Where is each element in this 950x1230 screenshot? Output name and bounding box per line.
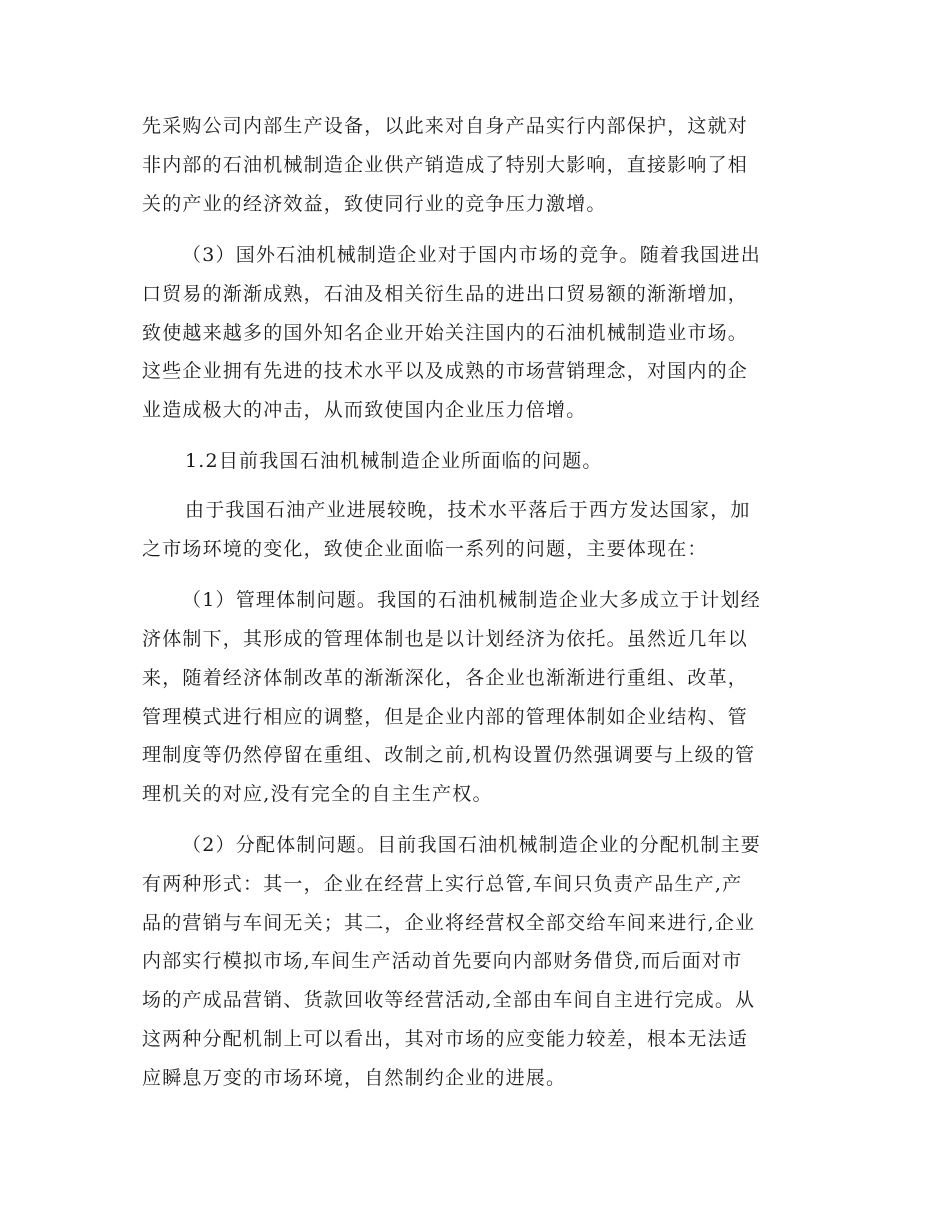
text-line: 这两种分配机制上可以看出，其对市场的应变能力较差，根本无法适 xyxy=(142,1028,749,1050)
text-line: 有两种形式：其一，企业在经营上实行总管,车间只负责产品生产,产 xyxy=(142,873,743,895)
text-line: 场的产成品营销、货款回收等经营活动,全部由车间自主进行完成。从 xyxy=(142,989,756,1011)
text-line: 这些企业拥有先进的技术水平以及成熟的市场营销理念，对国内的企 xyxy=(142,360,749,382)
text-line: 品的营销与车间无关；其二，企业将经营权全部交给车间来进行,企业 xyxy=(142,912,756,934)
text-line: 先采购公司内部生产设备，以此来对自身产品实行内部保护，这就对 xyxy=(142,115,749,137)
text-line: 管理模式进行相应的调整，但是企业内部的管理体制如企业结构、管 xyxy=(142,706,749,728)
text-line: 非内部的石油机械制造企业供产销造成了特别大影响，直接影响了相 xyxy=(142,154,749,176)
text-line: （2）分配体制问题。目前我国石油机械制造企业的分配机制主要 xyxy=(182,834,761,856)
text-line: 内部实行模拟市场,车间生产活动首先要向内部财务借贷,而后面对市 xyxy=(142,950,743,972)
text-line: （3）国外石油机械制造企业对于国内市场的竞争。随着我国进出 xyxy=(182,244,761,266)
text-line: 业造成极大的冲击，从而致使国内企业压力倍增。 xyxy=(142,399,587,421)
text-line: 之市场环境的变化，致使企业面临一系列的问题，主要体现在： xyxy=(142,538,708,560)
text-line: 应瞬息万变的市场环境，自然制约企业的进展。 xyxy=(142,1067,567,1089)
text-line: （1）管理体制问题。我国的石油机械制造企业大多成立于计划经 xyxy=(182,589,761,611)
text-line: 济体制下，其形成的管理体制也是以计划经济为依托。虽然近几年以 xyxy=(142,628,749,650)
text-line: 致使越来越多的国外知名企业开始关注国内的石油机械制造业市场。 xyxy=(142,322,749,344)
text-line: 关的产业的经济效益，致使同行业的竞争压力激增。 xyxy=(142,193,607,215)
section-heading-text: 1.2目前我国石油机械制造企业所面临的问题。 xyxy=(185,450,603,472)
text-line: 口贸易的渐渐成熟，石油及相关衍生品的进出口贸易额的渐渐增加， xyxy=(142,283,749,305)
text-line: 由于我国石油产业进展较晚，技术水平落后于西方发达国家，加 xyxy=(185,499,751,521)
text-line: 理机关的对应,没有完全的自主生产权。 xyxy=(142,783,493,805)
text-line: 来，随着经济体制改革的渐渐深化，各企业也渐渐进行重组、改革， xyxy=(142,667,749,689)
text-line: 理制度等仍然停留在重组、改制之前,机构设置仍然强调要与上级的管 xyxy=(142,744,756,766)
